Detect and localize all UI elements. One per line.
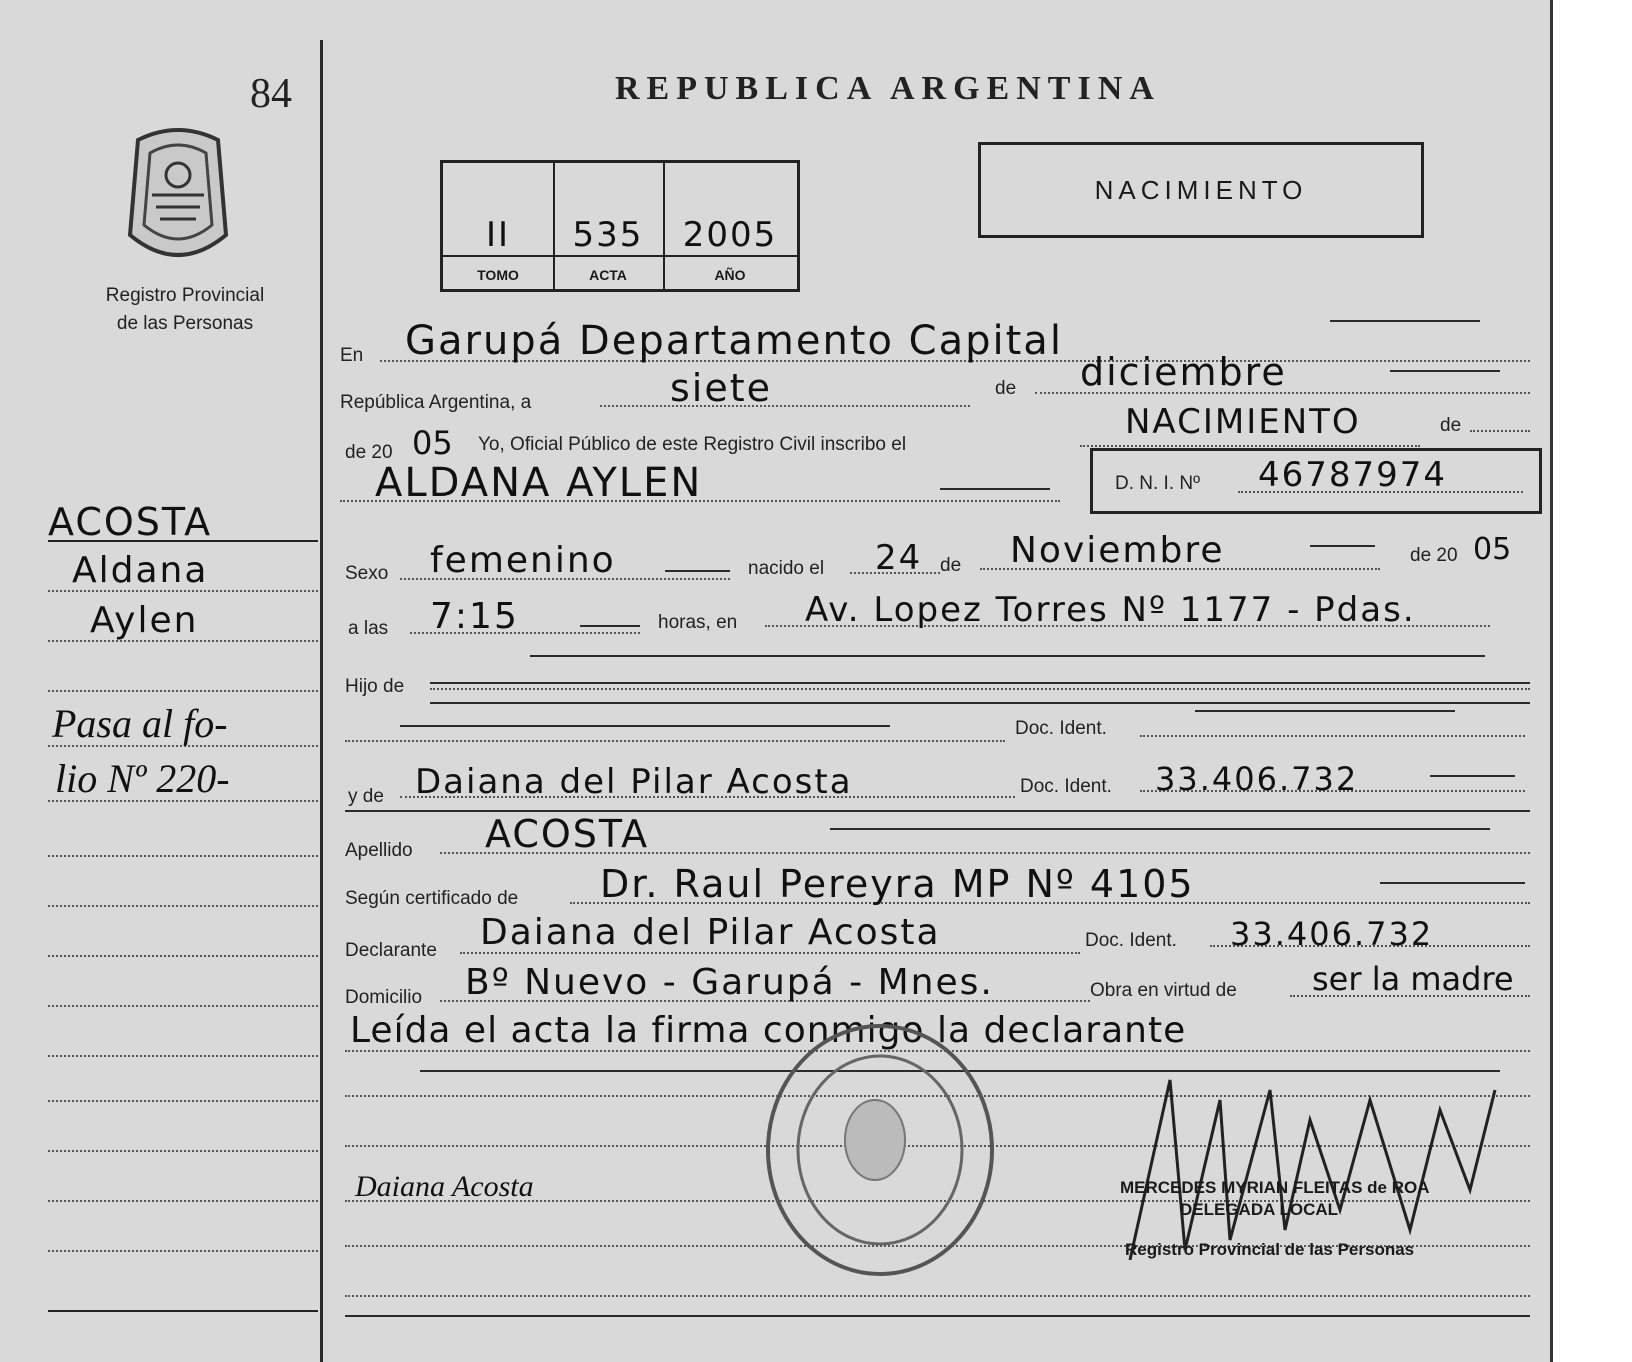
officer-signature-icon (1110, 1060, 1510, 1260)
label-apellido: Apellido (345, 840, 413, 861)
officer-title: DELEGADA LOCAL (1180, 1200, 1339, 1219)
field-lugar-nac: Av. Lopez Torres Nº 1177 - Pdas. (805, 590, 1416, 630)
label-domicilio: Domicilio (345, 987, 423, 1008)
label-en: En (340, 345, 364, 366)
label-segun: Según certificado de (345, 888, 519, 909)
label-nacido-el: nacido el (748, 558, 825, 579)
acta-cell (553, 163, 665, 289)
label-obra: Obra en virtud de (1090, 980, 1237, 1001)
field-mes-nac: Noviembre (1010, 530, 1225, 571)
field-lugar: Garupá Departamento Capital (405, 318, 1063, 364)
tomo-cell (443, 163, 555, 289)
registry-stamp-icon (760, 1020, 1000, 1280)
label-doc-ident: Doc. Ident. (1015, 718, 1107, 739)
label-a-las: a las (348, 618, 389, 639)
field-dia-texto: siete (670, 366, 773, 410)
margin-surname: ACOSTA (48, 500, 213, 544)
field-domicilio: Bº Nuevo - Garupá - Mnes. (465, 962, 994, 1003)
ano-value: 2005 (682, 215, 778, 255)
agency-name: Registro Provincial de las Personas (105, 285, 265, 334)
field-madre-doc: 33.406.732 (1155, 760, 1359, 798)
officer-office: Registro Provincial de las Personas (1125, 1240, 1415, 1259)
field-acto: NACIMIENTO (1125, 402, 1361, 442)
field-dia-nac: 24 (875, 538, 923, 578)
record-type-box (978, 142, 1424, 238)
label-yo-oficial: Yo, Oficial Público de este Registro Civil inscribo el (478, 434, 907, 455)
label-de-mid: de (940, 555, 962, 576)
field-anio-inscripcion: 05 (412, 424, 453, 462)
label-republica: República Argentina, a (340, 392, 532, 413)
record-type-label: NACIMIENTO (1094, 175, 1308, 205)
acta-label: ACTA (589, 267, 627, 283)
dni-box (1090, 448, 1542, 514)
margin-note-line2: lio Nº 220- (55, 756, 230, 801)
field-dni: 46787974 (1258, 455, 1448, 495)
field-declarante-doc: 33.406.732 (1230, 915, 1434, 953)
field-anio-nac: 05 (1473, 532, 1512, 567)
label-y-de: y de (348, 786, 384, 807)
country-title: REPUBLICA ARGENTINA (615, 70, 1161, 107)
declarant-signature: Daiana Acosta (355, 1170, 534, 1203)
label-de-20: de 20 (1410, 545, 1458, 566)
ano-cell (663, 163, 797, 289)
record-id-box (440, 160, 800, 292)
field-obra: ser la madre (1312, 960, 1514, 998)
field-nota: Leída el acta la firma conmigo la declarante (350, 1010, 1187, 1051)
margin-name1: Aldana (72, 550, 209, 591)
label-doc-ident-3: Doc. Ident. (1085, 930, 1177, 951)
label-declarante: Declarante (345, 940, 437, 961)
label-de20: de 20 (345, 442, 393, 463)
label-sexo: Sexo (345, 563, 389, 584)
tomo-label: TOMO (477, 267, 519, 283)
label-hijo-de: Hijo de (345, 676, 405, 697)
acta-value: 535 (572, 215, 644, 255)
margin-note-line1: Pasa al fo- (52, 701, 228, 746)
margin-divider (320, 40, 323, 1362)
provincial-seal-icon (118, 125, 238, 265)
field-hora: 7:15 (430, 596, 519, 637)
margin-name2: Aylen (90, 600, 199, 641)
field-certificado: Dr. Raul Pereyra MP Nº 4105 (600, 862, 1195, 906)
label-dni: D. N. I. Nº (1115, 473, 1201, 494)
label-horas-en: horas, en (658, 612, 738, 633)
label-doc-ident-2: Doc. Ident. (1020, 776, 1112, 797)
field-mes-texto: diciembre (1080, 350, 1287, 394)
label-de: de (995, 378, 1017, 399)
field-sexo: femenino (430, 540, 616, 581)
tomo-value: II (485, 215, 511, 255)
ano-label: AÑO (714, 267, 746, 283)
page-number: 84 (250, 71, 292, 117)
field-nombre: ALDANA AYLEN (375, 460, 703, 506)
label-de-suffix: de (1440, 415, 1462, 436)
field-apellido: ACOSTA (485, 812, 650, 856)
field-madre: Daiana del Pilar Acosta (415, 762, 853, 802)
officer-name: MERCEDES MYRIAN FLEITAS de ROA (1120, 1178, 1430, 1197)
field-declarante: Daiana del Pilar Acosta (480, 912, 941, 953)
